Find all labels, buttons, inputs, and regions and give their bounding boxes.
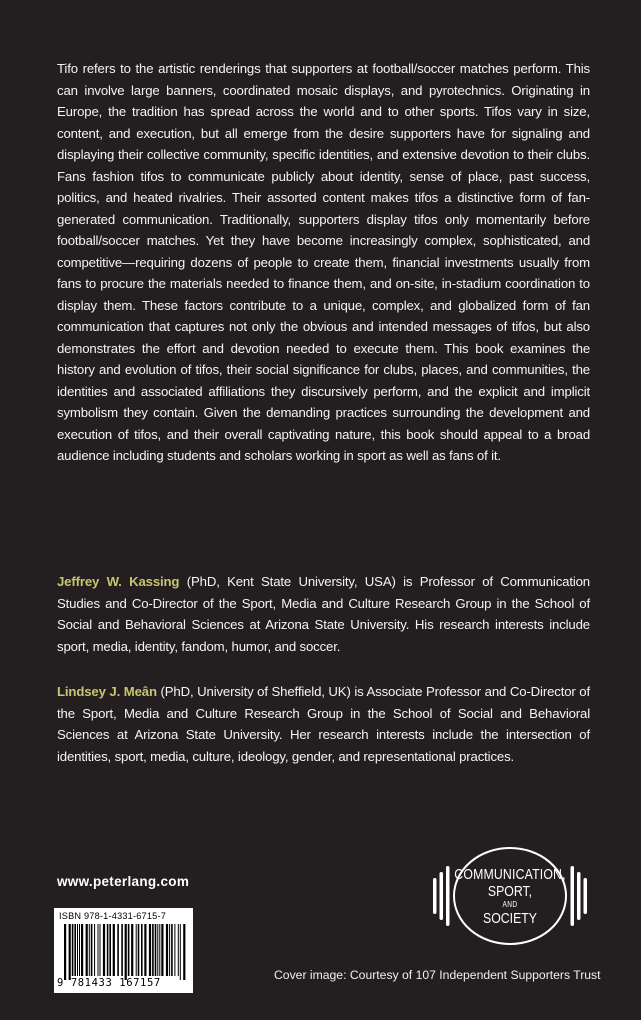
isbn-label: ISBN 978-1-4331-6715-7: [59, 911, 167, 921]
publisher-website: www.peterlang.com: [57, 874, 190, 889]
barcode-bar: [81, 924, 83, 976]
barcode-bar: [136, 924, 137, 976]
barcode-bar: [178, 924, 179, 976]
barcode-bar: [98, 924, 99, 976]
author-bio-mean: [57, 681, 590, 767]
barcode-bar: [125, 924, 127, 980]
barcode-bar: [149, 924, 151, 976]
barcode-bar: [128, 924, 130, 976]
series-line-2: SPORT,: [487, 882, 533, 900]
barcode-bar: [91, 924, 93, 976]
barcode-bar: [64, 924, 66, 980]
book-description: Tifo refers to the artistic renderings that supporters at football/soccer matches perform. This can involve large banners, coordinated mosaic displays, and pyrotechnics. Originating in Europe, the tradition has spread across the world and to other sports. Tifos vary in size, content, and execution, but all emerge from the desire supporters have for signaling and displaying their collective community, specific identities, and extensive devotion to their clubs. Fans fashion tifos to communicate publicly about identity, sense of place, past success, politics, and heated rivalries. Their assorted content makes tifos a distinctive form of fan-generated communication. Traditionally, supporters display tifos only momentarily before football/soccer matches. Yet they have become increasingly complex, sophisticated, and competitive—requiring dozens of people to create them, financial investments usually from fans to procure the materials needed to finance them, and on-site, in-stadium coordination to display them. These factors contribute to a unique, complex, and globalized form of fan communication that captures not only the obvious and intended messages of tifos, but also demonstrates the effort and devotion needed to execute them. This book examines the history and evolution of tifos, their social significance for clubs, places, and communities, the identities and associated affiliations they discursively perform, and the explicit and implicit symbolism they contain. Given the demanding practices surrounding the development and execution of tifos, and their overall captivating nature, this book should appeal to a broad audience including students and scholars working in sport as well as fans of it.: [57, 61, 590, 463]
barcode-bar: [77, 924, 78, 976]
barcode-bar: [144, 924, 146, 976]
barcode-bar: [109, 924, 111, 976]
barcode-bar: [121, 924, 123, 976]
barcode-number: 9 781433 167157: [57, 977, 161, 989]
barcode-bar: [155, 924, 157, 976]
isbn-barcode: [54, 908, 193, 993]
barcode-bar: [79, 924, 80, 976]
series-line-3: AND: [502, 899, 518, 909]
barcode-bar: [138, 924, 140, 976]
barcode-bar: [89, 924, 90, 976]
author-bio-text: (PhD, University of Sheffield, UK) is Associate Professor and Co-Director of the Sport, Media and Culture Research Group in the School of Social and Behavioral Sciences at Arizona State University. Her research interests include the intersection of identities, sport, media, culture, ideology, gender, and representational practices.: [57, 684, 590, 764]
barcode-bar: [74, 924, 76, 976]
barcode-bar: [103, 924, 105, 976]
cover-image-credit: Cover image: Courtesy of 107 Independent Supporters Trust: [274, 968, 601, 982]
author-name: Jeffrey W. Kassing: [57, 574, 180, 589]
barcode-bar: [152, 924, 154, 976]
barcode-bar: [131, 924, 133, 976]
barcode-bar: [107, 924, 109, 976]
barcode-bar: [169, 924, 170, 976]
author-name: Lindsey J. Meân: [57, 684, 157, 699]
barcode-bar: [72, 924, 74, 976]
barcode-bar: [159, 924, 160, 976]
series-title: [444, 846, 575, 946]
barcode-bar: [157, 924, 158, 976]
author-bio-kassing: [57, 571, 590, 657]
barcode-bar: [180, 924, 181, 980]
barcode-bar: [174, 924, 175, 976]
barcode-bar: [117, 924, 119, 976]
series-line-1: COMMUNICATION,: [454, 865, 566, 883]
barcode-bar: [161, 924, 163, 976]
series-line-4: SOCIETY: [482, 909, 537, 927]
barcode-bar: [113, 924, 115, 976]
barcode-bar: [94, 924, 95, 976]
barcode-bar: [69, 924, 71, 980]
barcode-bar: [141, 924, 143, 976]
barcode-bar: [183, 924, 185, 980]
series-logo: [430, 846, 590, 946]
barcode-bar: [171, 924, 173, 976]
author-bio-text: (PhD, Kent State University, USA) is Professor of Communication Studies and Co-Director of the Sport, Media and Culture Research Group in the School of Social and Behavioral Sciences at Arizona State University. His research interests include sport, media, identity, fandom, humor, and soccer.: [57, 574, 590, 654]
barcode-bar: [100, 924, 101, 976]
barcode-bar: [166, 924, 168, 976]
barcode-bar: [86, 924, 88, 976]
